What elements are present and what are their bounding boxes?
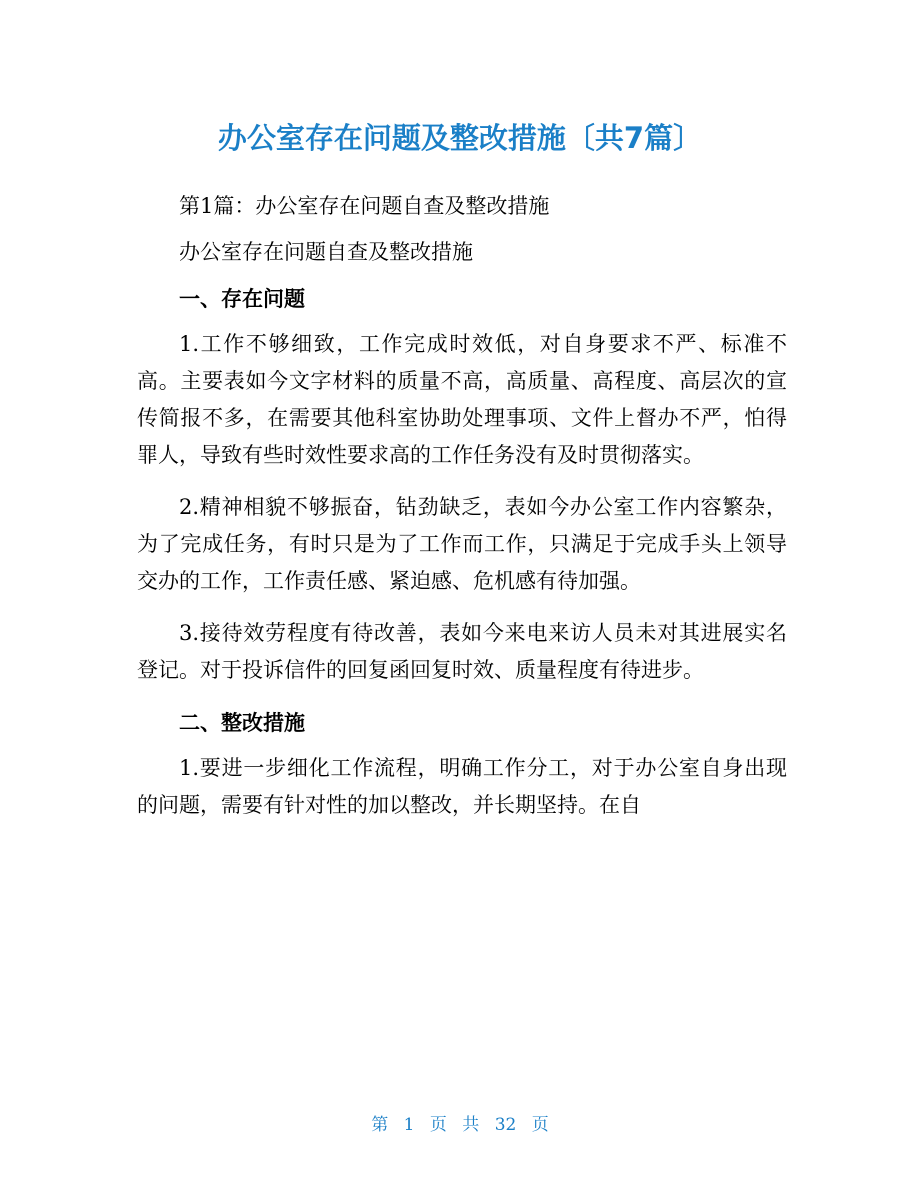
page-footer [0,1113,920,1137]
footer-current-page: 1 [403,1115,415,1135]
problem-item-2: 2.精神相貌不够振奋，钻劲缺乏，表如今办公室工作内容繁杂，为了完成任务，有时只是为了工作而工作，只满足于完成手头上领导交办的工作，工作责任感、紧迫感、危机感有待加强。 [137,495,787,593]
chapter-subtitle: 办公室存在问题自查及整改措施 [179,240,473,264]
footer-label-total-unit: 页 [531,1115,549,1135]
section-heading-measures: 二、整改措施 [179,710,305,735]
measure-item-1: 1.要进一步细化工作流程，明确工作分工，对于办公室自身出现的问题，需要有针对性的加以整改，并长期坚持。在自 [137,756,787,817]
footer-label-page-unit: 页 [429,1115,447,1135]
footer-total-pages: 32 [494,1115,517,1135]
footer-label-total: 共 [462,1115,480,1135]
section-heading-problems: 一、存在问题 [179,286,305,311]
footer-label-page: 第 [371,1115,389,1135]
problem-item-3: 3.接待效劳程度有待改善，表如今来电来访人员未对其进展实名登记。对于投诉信件的回复函回复时效、质量程度有待进步。 [137,621,787,682]
chapter-heading: 第1篇：办公室存在问题自查及整改措施 [179,194,550,218]
problem-item-1: 1.工作不够细致，工作完成时效低，对自身要求不严、标准不高。主要表如今文字材料的质量不高，高质量、高程度、高层次的宣传简报不多，在需要其他科室协助处理事项、文件上督办不严，怕得罪人，导致有些时效性要求高的工作任务没有及时贯彻落实。 [137,332,787,467]
document-body [137,188,787,824]
document-title: 办公室存在问题及整改措施〔共7篇〕 [217,121,703,155]
